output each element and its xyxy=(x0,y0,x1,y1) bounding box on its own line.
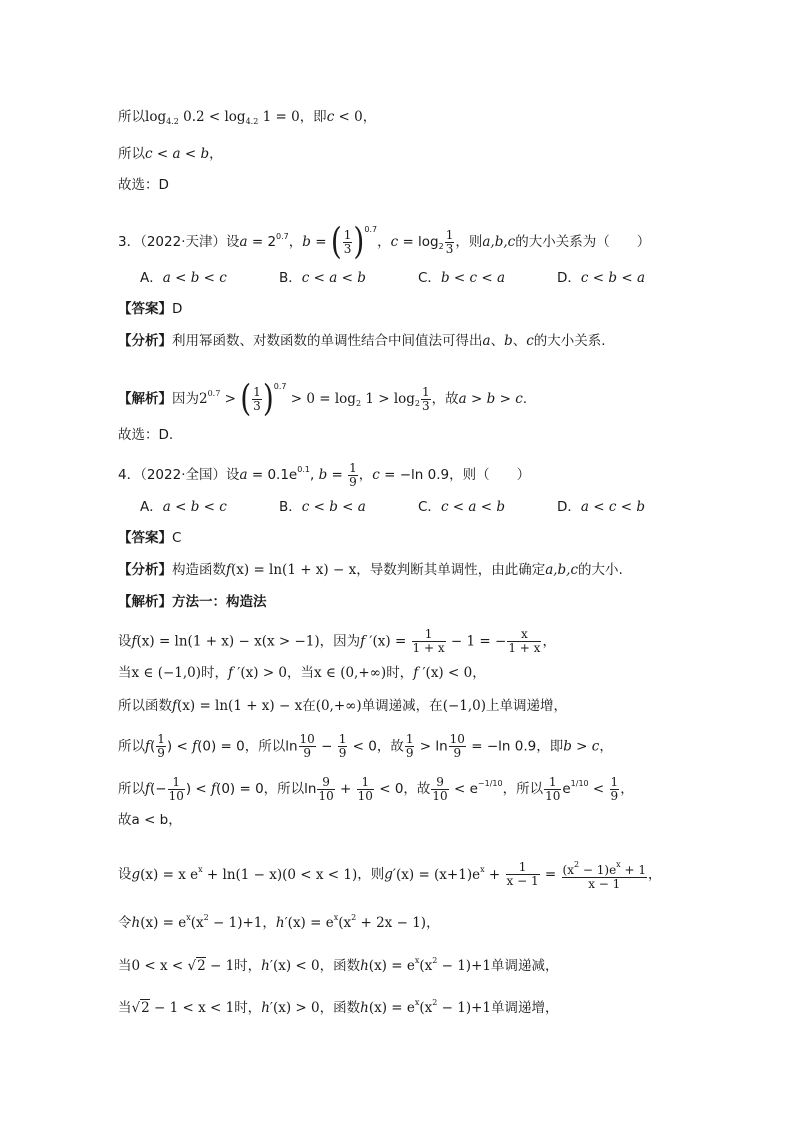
choice-a: A．a < b < c xyxy=(140,270,227,286)
q4-solution-head: 【解析】方法一：构造法 xyxy=(118,594,267,610)
choice-b: B．c < a < b xyxy=(279,270,366,286)
q3-choose: 故选：D. xyxy=(118,427,174,443)
choice-d: D．c < b < a xyxy=(557,270,645,286)
text-line: 设f(x) = ln(1 + x) − x(x > −1)，因为f ′(x) = $\frac{1}{1 + x}$ − 1 = − $\frac{x}{1 + x}$ ， xyxy=(118,627,556,655)
question-4: 4．（2022·全国）设$a = 0.1e^{0.1}$, b = $\frac{1}{9}$ ，c = −ln 0.9，则（ ） xyxy=(118,460,531,489)
choice-c: C．c < a < b xyxy=(418,499,506,515)
q4-answer: 【答案】C xyxy=(118,530,182,546)
q3-analysis: 【分析】利用幂函数、对数函数的单调性结合中间值法可得出a、b、c的大小关系. xyxy=(118,333,606,349)
q4-analysis: 【分析】构造函数f(x) = ln(1 + x) − x，导数判断其单调性，由此确定a,b,c的大小. xyxy=(118,562,623,578)
q3-answer: 【答案】D xyxy=(118,301,183,317)
text-line: 当x ∈ (−1,0)时，f ′(x) > 0，当x ∈ (0,+∞)时，f ′(x) < 0， xyxy=(118,665,486,681)
q3-solution: 【解析】因为$2^{0.7}$ > ( $\frac{1}{3}$ )$^{0.7} > 0 = \log_2 1 > \log_2$ $\frac{1}{3}$ ，故a > b > c. xyxy=(118,376,528,420)
text-line: 设g(x) = x $e^x + \ln(1 - x)(0 < x < 1)$，则$g'(x) = (x+1)e^x$ + $\frac{1}{x - 1}$ = $\frac{(x^2 - 1)e^x + 1}{x - 1}$ ， xyxy=(118,860,662,891)
text-line: 所以c < a < b， xyxy=(118,146,223,162)
choice-c: C．b < c < a xyxy=(418,270,506,286)
text-line: 所以$\log_{4.2} 0.2 < \log_{4.2} 1 = 0$，即c < 0， xyxy=(118,109,377,126)
text-line: 当0 < x < √2 − 1时，h′(x) < 0，函数$h(x) = e^x(x^2 - 1)+1$单调递减， xyxy=(118,956,559,974)
choice-a: A．a < b < c xyxy=(140,499,227,515)
text-line: 故a < b， xyxy=(118,812,182,828)
choice-d: D．a < c < b xyxy=(557,499,645,515)
text-line: 所以函数f(x) = ln(1 + x) − x在(0,+∞)单调递减，在(−1,0)上单调递增， xyxy=(118,698,568,714)
text-line: 故选：D xyxy=(118,177,169,193)
text-line: 当√2 − 1 < x < 1时，h′(x) > 0，函数$h(x) = e^x(x^2 - 1)+1$单调递增， xyxy=(118,998,559,1016)
q3-choices xyxy=(140,268,696,288)
q4-choices xyxy=(140,497,696,517)
choice-b: B．c < b < a xyxy=(279,499,366,515)
text-line: 所以f( $\frac{1}{9}$ ) < f(0) = 0，所以ln $\frac{10}{9}$ − $\frac{1}{9}$ < 0，故 $\frac{1}{9}$ > ln $\frac{10}{9}$ = −ln 0.9，即b > c， xyxy=(118,732,613,760)
question-3: 3．（2022·天津）设$a = 2^{0.7}$，b = ( $\frac{1}{3}$ )$^{0.7}$，$c = \log_2$ $\frac{1}{3}$ ，则a,b,c的大小关系为（ ） xyxy=(118,219,651,263)
text-line: 令$h(x) = e^x(x^2 - 1)+1$，$h'(x) = e^x(x^2 + 2x - 1)$， xyxy=(118,913,440,931)
text-line: 所以f(− $\frac{1}{10}$ ) < f(0) = 0，所以ln $\frac{9}{10}$ + $\frac{1}{10}$ < 0，故 $\frac{9}{10}$ < $e^{-1/10}$，所以 $\frac{1}{10}$ $e^{1/10}$ < $\frac{1}{9}$ ， xyxy=(118,774,634,803)
